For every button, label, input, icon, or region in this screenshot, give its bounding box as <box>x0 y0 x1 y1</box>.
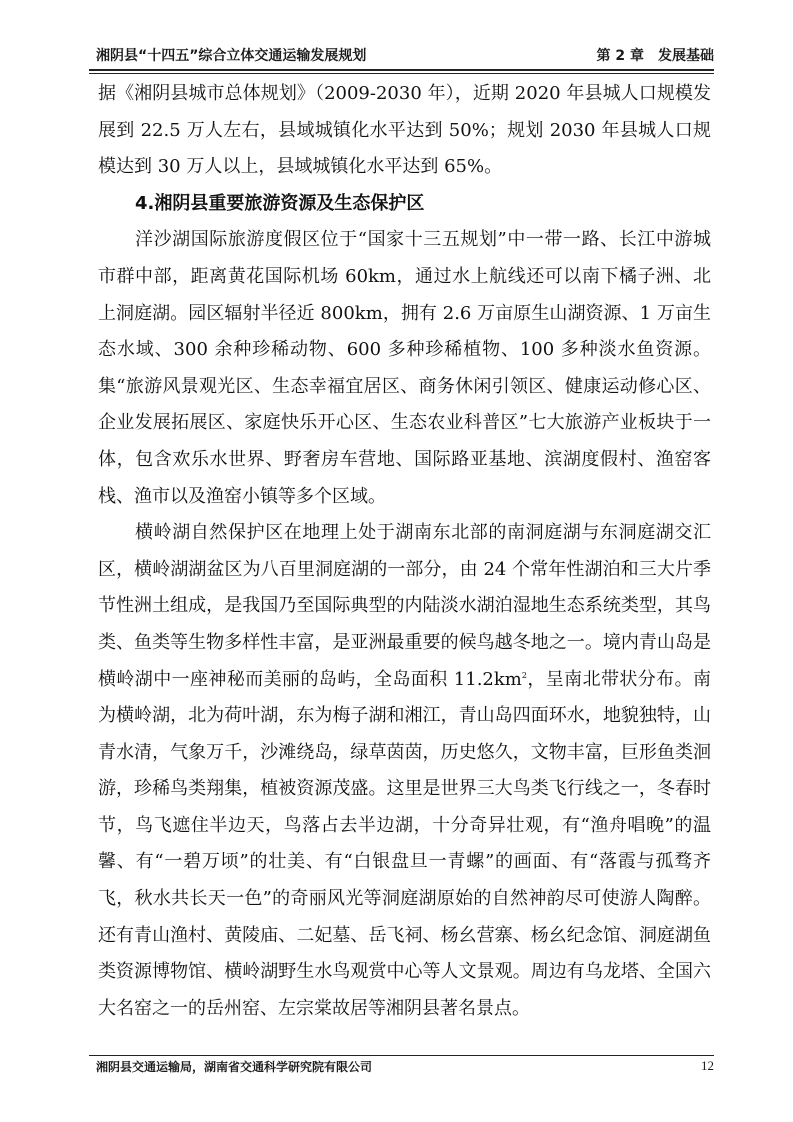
footer-rule <box>89 1055 714 1056</box>
header-rule-thick <box>89 69 714 71</box>
paragraph-hengling-lake <box>98 515 711 1027</box>
page-footer <box>96 1058 714 1075</box>
document-title: 湘阴县“十四五”综合立体交通运输发展规划 <box>96 48 367 64</box>
paragraph-text-part1: 横岭湖自然保护区在地理上处于湖南东北部的南洞庭湖与东洞庭湖交汇区，横岭湖湖盆区为八百里洞庭湖的一部分，由 24 个常年性湖泊和三大片季节性洲土组成，是我国乃至国际典型的内陆淡水湖泊湿地生态系统类型，其鸟类、鱼类等生物多样性丰富，是亚洲最重要的候鸟越冬地之一。境内青山岛是横岭湖中一座神秘而美丽的岛屿，全岛面积 11.2km <box>98 522 711 690</box>
superscript-squared: 2 <box>521 670 527 680</box>
paragraph-text-part2: ，呈南北带状分布。南为横岭湖，北为荷叶湖，东为梅子湖和湘江，青山岛四面环水，地貌独特，山青水清，气象万千，沙滩绕岛，绿草茵茵，历史悠久，文物丰富，巨形鱼类洄游，珍稀鸟类翔集，植被资源茂盛。这里是世界三大鸟类飞行线之一，冬春时节，鸟飞遮住半边天，鸟落占去半边湖，十分奇异壮观，有“渔舟唱晚”的温馨、有“一碧万顷”的壮美、有“白银盘旦一青螺”的画面、有“落霞与孤骛齐飞，秋水共长天一色”的奇丽风光等洞庭湖原始的自然神韵尽可使游人陶醉。还有青山渔村、黄陵庙、二妃墓、岳飞祠、杨幺营寨、杨幺纪念馆、洞庭湖鱼类资源博物馆、横岭湖野生水鸟观赏中心等人文景观。周边有乌龙塔、全国六大名窑之一的岳州窑、左宗棠故居等湘阴县著名景点。 <box>98 668 711 1019</box>
page-body <box>98 76 711 1027</box>
page-number: 12 <box>701 1058 714 1073</box>
chapter-label: 第 2 章 发展基础 <box>596 48 714 64</box>
paragraph-yangsha-lake: 洋沙湖国际旅游度假区位于“国家十三五规划”中一带一路、长江中游城市群中部，距离黄花国际机场 60km，通过水上航线还可以南下橘子洲、北上洞庭湖。园区辐射半径近 800km，拥有 2.6 万亩原生山湖资源、1 万亩生态水域、300 余种珍稀动物、600 多种珍稀植物、100 多种淡水鱼资源。集“旅游风景观光区、生态幸福宜居区、商务休闲引领区、健康运动修心区、企业发展拓展区、家庭快乐开心区、生态农业科普区”七大旅游产业板块于一体，包含欢乐水世界、野奢房车营地、国际路亚基地、滨湖度假村、渔窑客栈、渔市以及渔窑小镇等多个区域。 <box>98 229 711 507</box>
paragraph-population: 据《湘阴县城市总体规划》（2009-2030 年），近期 2020 年县城人口规模发展到 22.5 万人左右，县域城镇化水平达到 50%；规划 2030 年县城人口规模达到 30 万人以上，县域城镇化水平达到 65%。 <box>98 83 711 178</box>
section-heading: 4.湘阴县重要旅游资源及生态保护区 <box>135 192 425 214</box>
header-rule-thin <box>89 73 714 74</box>
publisher-label: 湘阴县交通运输局，湖南省交通科学研究院有限公司 <box>96 1060 373 1074</box>
page-header <box>96 45 714 65</box>
